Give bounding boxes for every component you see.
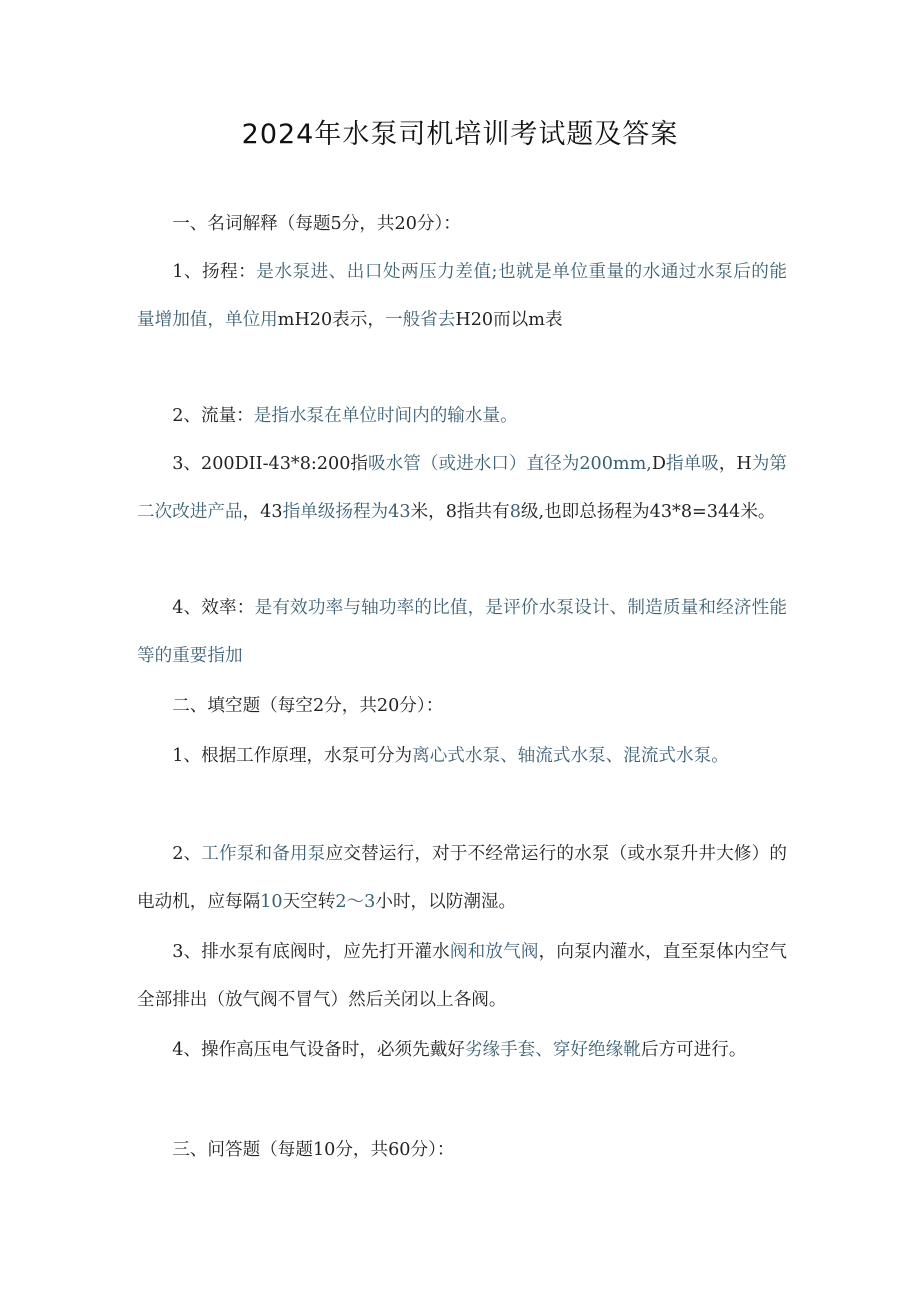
document-title: 2024年水泵司机培训考试题及答案 (241, 119, 679, 150)
section2-q3 (137, 928, 787, 1024)
s2q1-prefix: 1、根据工作原理，水泵可分为 (172, 746, 413, 766)
q3-a4: 指单级扬程为43 (282, 502, 411, 522)
s2q3-a1: 阀和放气阀 (449, 942, 539, 962)
s2q2-t3: 小时，以防潮湿。 (375, 892, 517, 912)
section1-q1 (137, 248, 787, 344)
section2-heading: 二、填空题（每空2分，共20分）： (172, 696, 444, 716)
q3-t1: D (651, 454, 666, 474)
section1-q3 (137, 440, 787, 536)
q1-prefix: 1、扬程： (172, 262, 257, 282)
s2q3-t1: ，向泵内灌水，直至泵体内空气全部排出（放气阀不冒气）然后关闭以上各阀。 (137, 942, 787, 1010)
section1-heading: 一、名词解释（每题5分，共20分）： (172, 214, 461, 234)
q1-answer: 是水泵进、出口处两压力差值;也就是单位重量的水通过水泵后的能量增加值，单位用 (137, 262, 787, 330)
q3-a2: 指单吸 (665, 454, 719, 474)
s2q4-a1: 劣缘手套、穿好绝缘靴 (464, 1040, 641, 1060)
s2q2-a2: 10 (260, 892, 283, 912)
section3-heading: 三、问答题（每题10分，共60分）： (172, 1140, 455, 1160)
q2-prefix: 2、流量： (172, 406, 254, 426)
q3-a3: 为第二次改进产品 (137, 454, 787, 522)
s2q2-prefix: 2、 (172, 844, 202, 864)
section1-q2 (137, 392, 787, 440)
s2q4-prefix: 4、操作高压电气设备时，必须先戴好 (172, 1040, 465, 1060)
section2-q1 (137, 732, 787, 780)
s2q2-t1: 应交替运行，对于不经常运行的水泵（或水泵升井大修）的电动机，应每隔 (137, 844, 787, 912)
s2q1-answer: 离心式水泵、轴流式水泵、混流式水泵。 (412, 746, 729, 766)
s2q3-prefix: 3、排水泵有底阀时，应先打开灌水 (172, 942, 450, 962)
s2q2-a1: 工作泵和备用泵 (201, 844, 326, 864)
q1-rest1: mH20表示， (277, 310, 385, 330)
q2-answer: 是指水泵在单位时间内的输水量。 (253, 406, 518, 426)
section1-q4 (137, 584, 787, 680)
q3-t2: ，H (718, 454, 752, 474)
s2q2-t2: 天空转 (282, 892, 336, 912)
q3-t3: ，43 (242, 502, 283, 522)
q4-answer: 是有效功率与轴功率的比值，是评价水泵设计、制造质量和经济性能等的重要指加 (137, 598, 787, 666)
q3-t5: 级,也即总扬程为43*8=344米。 (520, 502, 776, 522)
s2q4-t1: 后方可进行。 (640, 1040, 747, 1060)
q3-a1: 吸水管（或进水口）直径为200mm, (368, 454, 652, 474)
section2-q2 (137, 830, 787, 926)
q3-a5: 8 (509, 502, 521, 522)
q1-answer2: 一般省去 (384, 310, 456, 330)
q1-rest2: H20而以m表 (455, 310, 563, 330)
q3-prefix: 3、200DII-43*8:200指 (172, 454, 369, 474)
s2q2-a3: 2～3 (335, 892, 376, 912)
q4-prefix: 4、效率： (172, 598, 255, 618)
q3-t4: 米，8指共有 (410, 502, 510, 522)
section2-q4 (137, 1026, 787, 1074)
